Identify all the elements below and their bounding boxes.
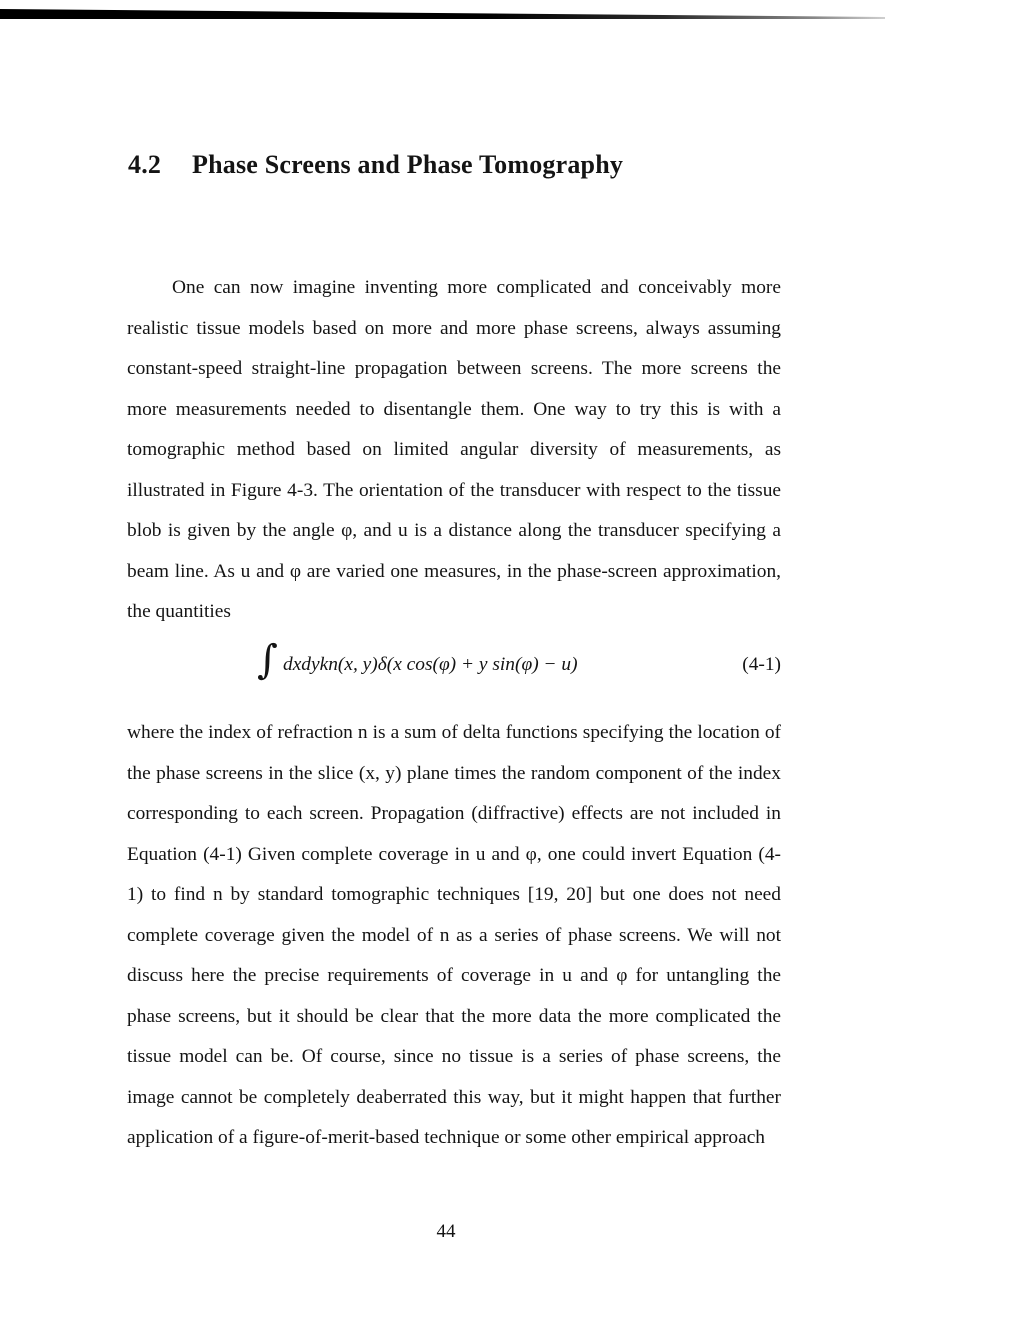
integral-sign: ∫ xyxy=(257,637,278,683)
equation-expression: dxdykn(x, y)δ(x cos(φ) + y sin(φ) − u) xyxy=(283,654,578,675)
section-number: 4.2 xyxy=(128,150,162,179)
equation-4-1 xyxy=(127,637,781,700)
paragraph-1: One can now imagine inventing more complicated and conceivably more realistic tissue models based on more and more phase screens, always assuming constant-speed straight-line propagation between screens. The more screens the more measurements needed to disentangle them. One way to try this is with a tomographic method based on limited angular diversity of measurements, as illustrated in Figure 4-3. The orientation of the transducer with respect to the tissue blob is given by the angle φ, and u is a distance along the transducer specifying a beam line. As u and φ are varied one measures, in the phase-screen approximation, the quantities xyxy=(127,277,781,622)
page-number: 44 xyxy=(436,1221,456,1242)
paragraph-2: where the index of refraction n is a sum of delta functions specifying the location of the phase screens in the slice (x, y) plane times the random component of the index corresponding to each screen. Propagation (diffractive) effects are not included in Equation (4-1) Given complete coverage in u and φ, one could invert Equation (4-1) to find n by standard tomographic techniques [19, 20] but one does not need complete coverage given the model of n as a series of phase screens. We will not discuss here the precise requirements of coverage in u and φ for untangling the phase screens, but it should be clear that the more data the more complicated the tissue model can be. Of course, since no tissue is a series of phase screens, the image cannot be completely deaberrated this way, but it might happen that further application of a figure-of-merit-based technique or some other empirical approach xyxy=(127,722,781,1148)
section-title: Phase Screens and Phase Tomography xyxy=(192,150,624,179)
section-heading xyxy=(128,150,623,180)
equation-label: (4-1) xyxy=(742,654,781,675)
scan-top-rule xyxy=(0,9,885,19)
